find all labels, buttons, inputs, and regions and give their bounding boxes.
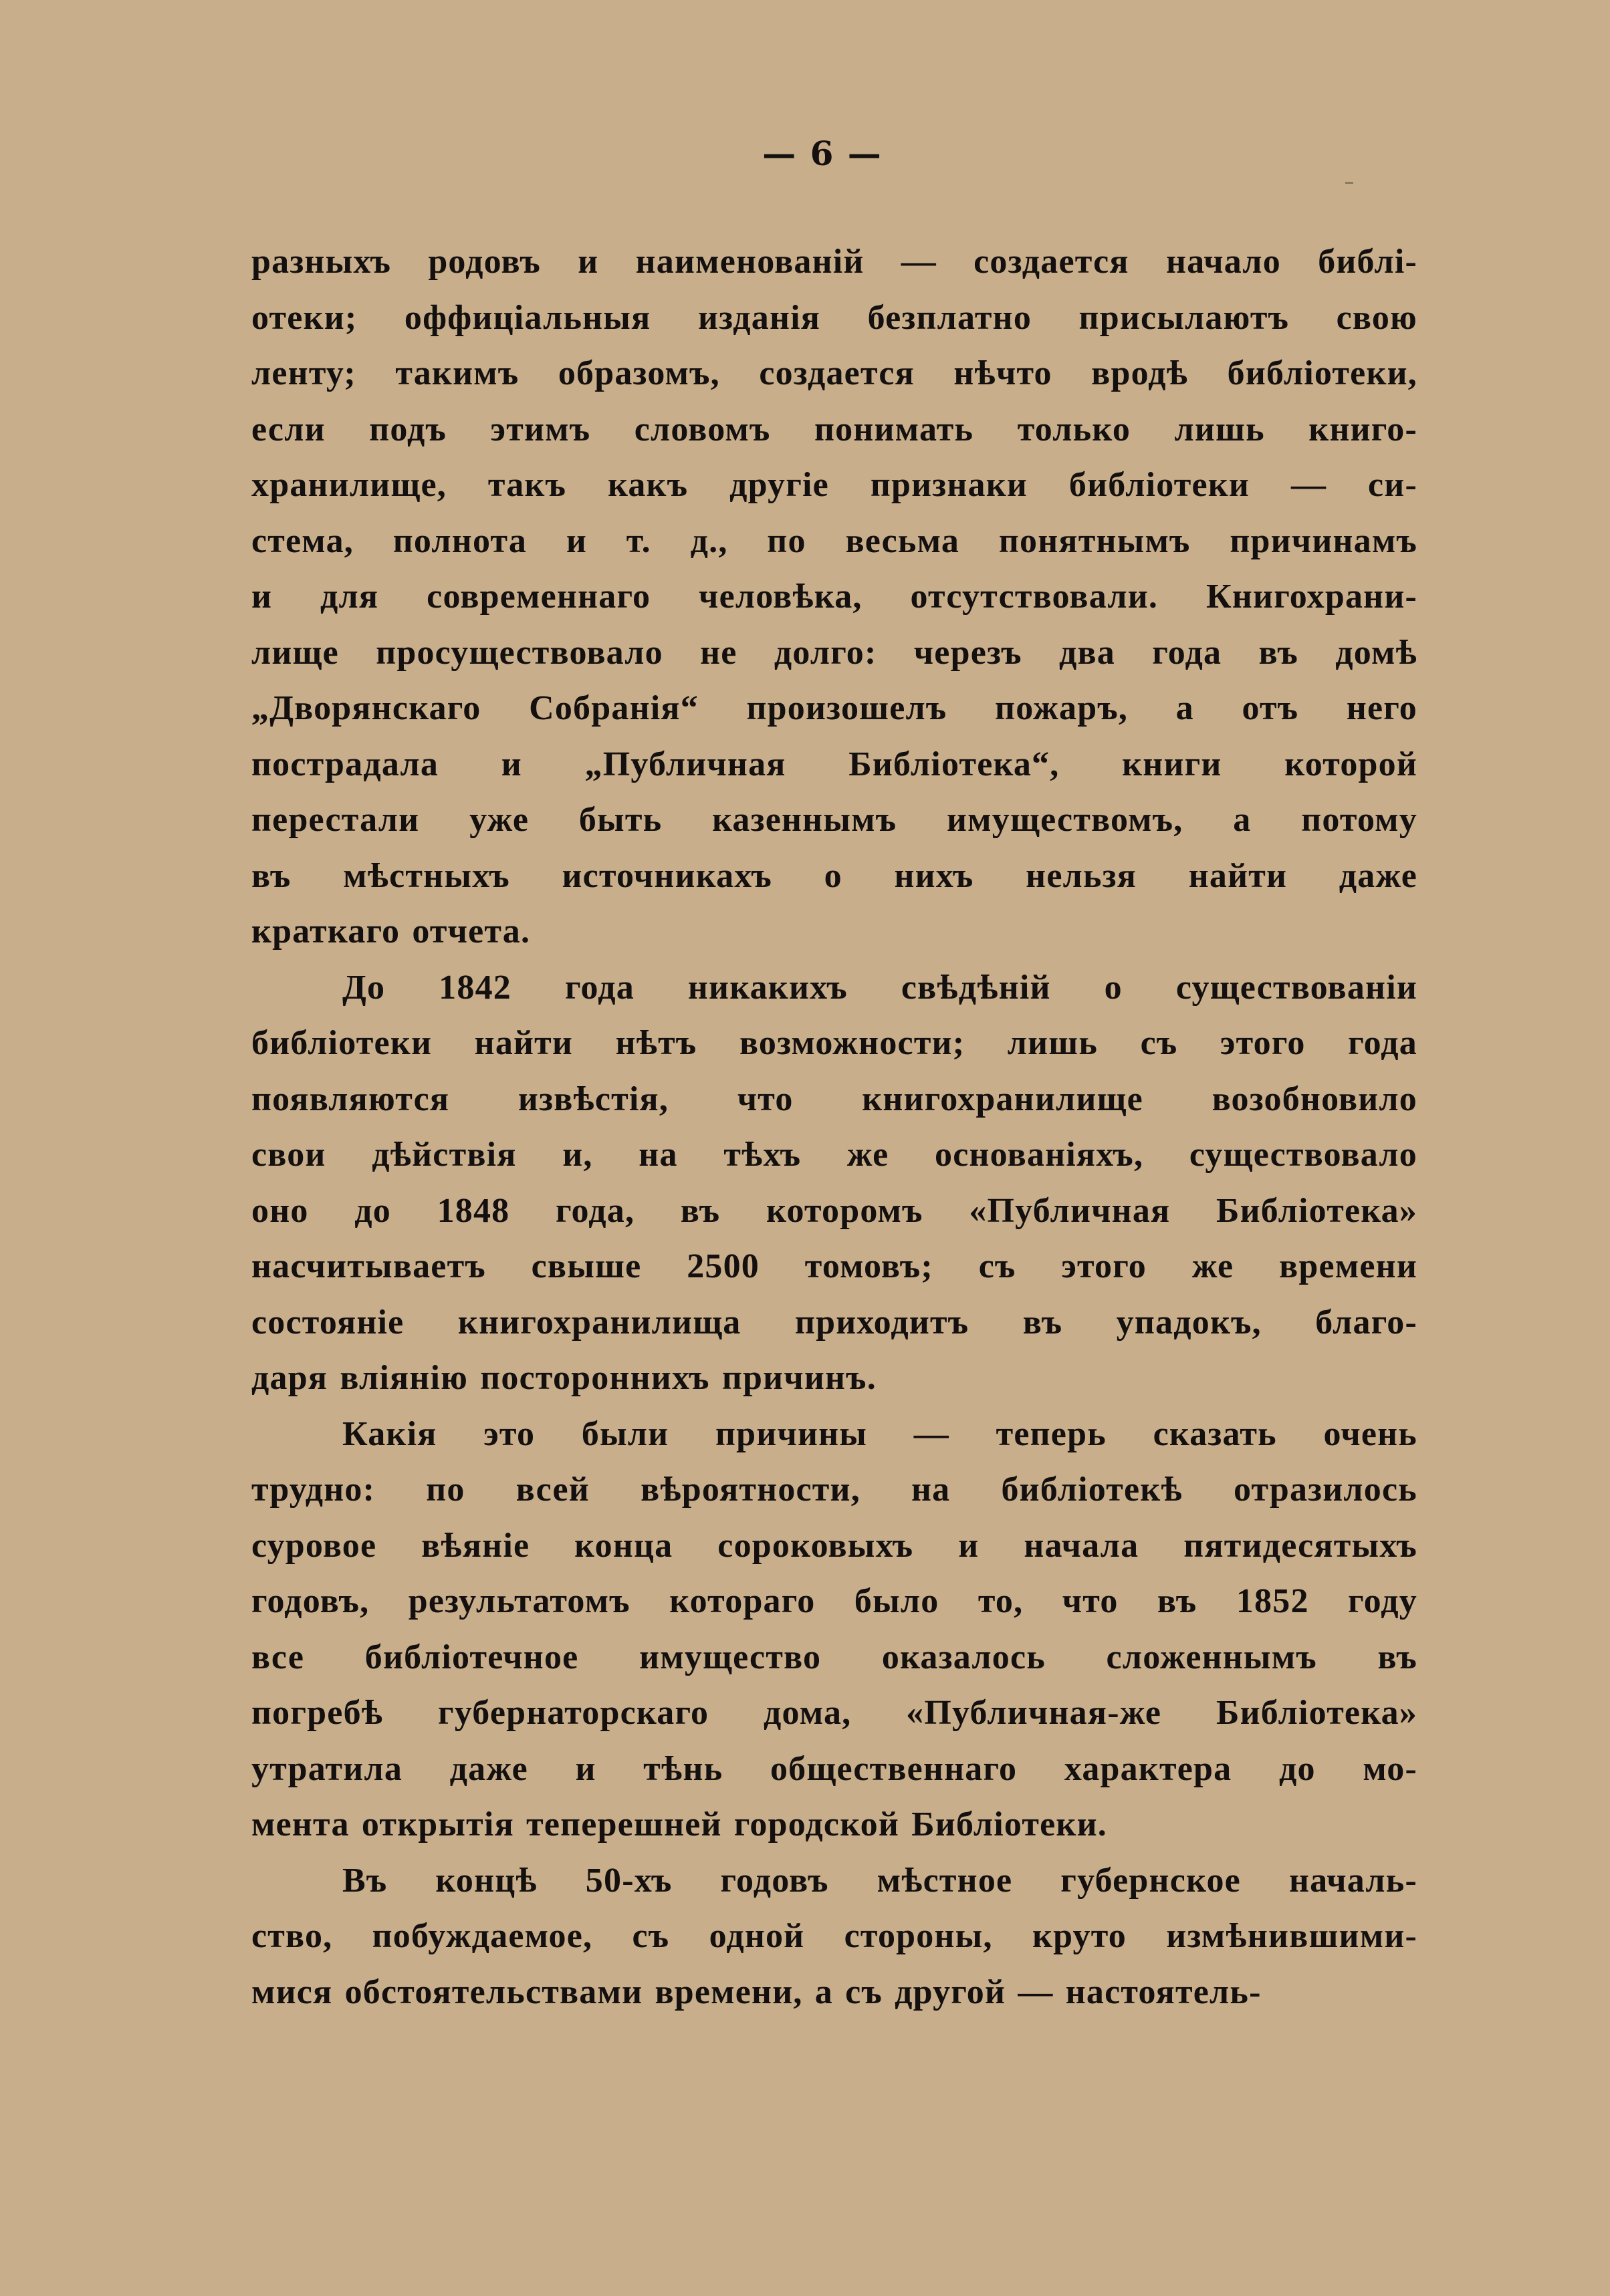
text-line: появляются извѣстія, что книгохранилище возобновило	[251, 1079, 1417, 1118]
text-line: ленту; такимъ образомъ, создается нѣчто вродѣ библіотеки,	[251, 354, 1417, 392]
text-line: все библіотечное имущество оказалось сложеннымъ въ	[251, 1638, 1417, 1676]
text-line: стема, полнота и т. д., по весьма понятнымъ причинамъ	[251, 521, 1417, 560]
text-line: перестали уже быть казеннымъ имуществомъ, а потому	[251, 801, 1417, 839]
text-line: свои дѣйствія и, на тѣхъ же основаніяхъ, существовало	[251, 1136, 1417, 1174]
paragraph-4	[251, 1853, 1417, 2021]
text-line: хранилище, такъ какъ другіе признаки библіотеки — си-	[251, 466, 1417, 504]
text-line: утратила даже и тѣнь общественнаго характера до мо-	[251, 1749, 1417, 1788]
text-line: лище просуществовало не долго: черезъ два года въ домѣ	[251, 633, 1417, 672]
text-line: пострадала и „Публичная Библіотека“, книги которой	[251, 745, 1417, 783]
text-line: даря вліянію постороннихъ причинъ.	[251, 1359, 877, 1397]
body-text	[251, 234, 1417, 2020]
text-line: Какія это были причины — теперь сказать очень	[342, 1414, 1417, 1453]
text-line: и для современнаго человѣка, отсутствовали. Книгохрани-	[251, 578, 1417, 616]
text-line: библіотеки найти нѣтъ возможности; лишь съ этого года	[251, 1024, 1417, 1062]
text-line: погребѣ губернаторскаго дома, «Публичная-же Библіотека»	[251, 1694, 1417, 1732]
text-line: Въ концѣ 50-хъ годовъ мѣстное губернское началь-	[342, 1861, 1417, 1900]
text-line: трудно: по всей вѣроятности, на библіотекѣ отразилось	[251, 1471, 1417, 1509]
paragraph-1	[251, 234, 1417, 960]
text-line: краткаго отчета.	[251, 912, 531, 950]
page-number: — 6 —	[762, 134, 883, 173]
text-line: разныхъ родовъ и наименованій — создается начало библі-	[251, 243, 1417, 281]
paragraph-3	[251, 1406, 1417, 1853]
text-line: „Дворянскаго Собранія“ произошелъ пожаръ, а отъ него	[251, 689, 1417, 727]
text-line: годовъ, результатомъ котораго было то, что въ 1852 году	[251, 1582, 1417, 1620]
text-line: если подъ этимъ словомъ понимать только лишь книго-	[251, 410, 1417, 449]
text-line: въ мѣстныхъ источникахъ о нихъ нельзя найти даже	[251, 856, 1417, 895]
text-line: До 1842 года никакихъ свѣдѣній о существованіи	[342, 968, 1417, 1007]
text-line: отеки; оффиціальныя изданія безплатно присылаютъ свою	[251, 298, 1417, 337]
text-line: мента открытія теперешней городской Библіотеки.	[251, 1805, 1107, 1843]
text-line: состояніе книгохранилища приходитъ въ упадокъ, благо-	[251, 1303, 1417, 1342]
text-line: оно до 1848 года, въ которомъ «Публичная Библіотека»	[251, 1191, 1417, 1230]
paragraph-2	[251, 960, 1417, 1406]
text-line: суровое вѣяніе конца сороковыхъ и начала пятидесятыхъ	[251, 1526, 1417, 1565]
scan-mark	[1345, 182, 1353, 184]
text-line: мися обстоятельствами времени, а съ другой — настоятель-	[251, 1972, 1262, 2011]
text-line: ство, побуждаемое, съ одной стороны, круто измѣнившими-	[251, 1917, 1417, 1955]
text-line: насчитываетъ свыше 2500 томовъ; съ этого же времени	[251, 1247, 1417, 1285]
